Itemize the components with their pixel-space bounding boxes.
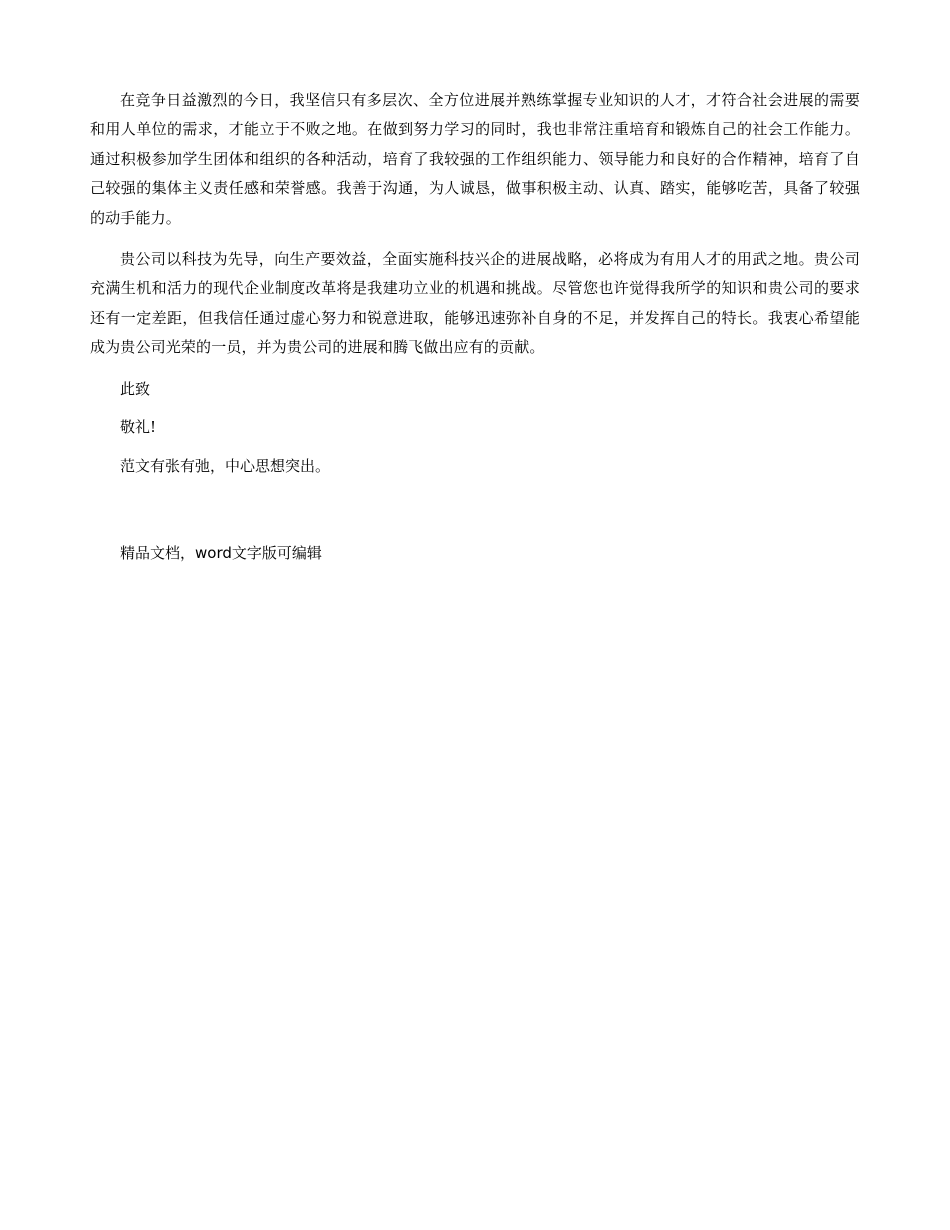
closing-salutation: 此致: [120, 379, 151, 398]
body-paragraph-2: 贵公司以科技为先导，向生产要效益，全面实施科技兴企的进展战略，必将成为有用人才的用武之地。贵公司充满生机和活力的现代企业制度改革将是我建功立业的机遇和挑战。尽管您也许觉得我所学的知识和贵公司的要求还有一定差距，但我信任通过虚心努力和锐意进取，能够迅速弥补自身的不足，并发挥自己的特长。我衷心希望能成为贵公司光荣的一员，并为贵公司的进展和腾飞做出应有的贡献。: [90, 250, 860, 357]
regards-line: 敬礼!: [120, 417, 157, 436]
footer-note: 精品文档，word文字版可编辑: [120, 543, 322, 562]
summary-note: 范文有张有弛，中心思想突出。: [120, 456, 331, 475]
body-paragraph-1: 在竞争日益激烈的今日，我坚信只有多层次、全方位进展并熟练掌握专业知识的人才，才符合社会进展的需要和用人单位的需求，才能立于不败之地。在做到努力学习的同时，我也非常注重培育和锻炼自己的社会工作能力。通过积极参加学生团体和组织的各种活动，培育了我较强的工作组织能力、领导能力和良好的合作精神，培育了自己较强的集体主义责任感和荣誉感。我善于沟通，为人诚恳，做事积极主动、认真、踏实，能够吃苦，具备了较强的动手能力。: [90, 91, 860, 227]
